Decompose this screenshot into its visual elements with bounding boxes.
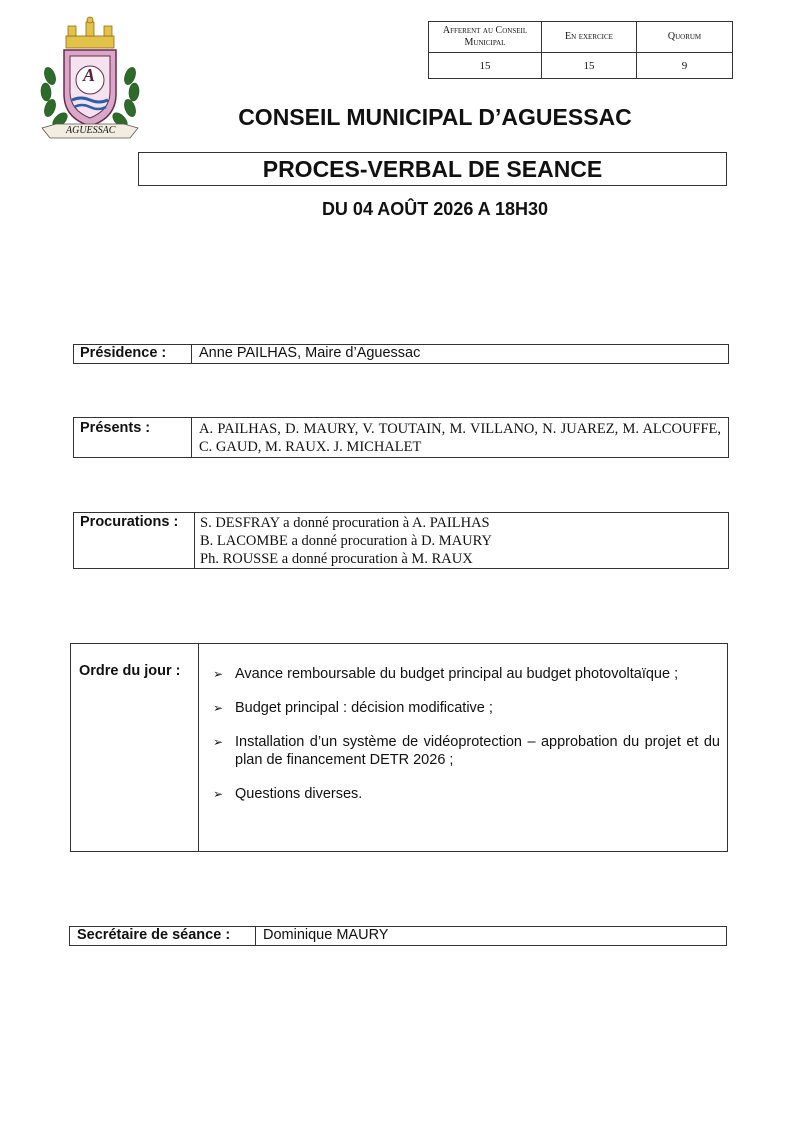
agenda-item-text: Installation d’un système de vidéoprotection – approbation du projet et du plan de financement DETR 2026 ; [235,734,720,768]
pv-title: PROCES-VERBAL DE SEANCE [262,156,603,182]
crest-initial: A [83,65,96,85]
list-item [213,665,720,683]
ordre-du-jour-divider [198,643,199,852]
secretaire-divider [255,926,256,946]
presidence-label: Présidence : [80,345,167,361]
arrow-bullet-icon: ➢ [213,735,224,749]
crest-banner-text: AGUESSAC [66,125,116,136]
presents-label: Présents : [80,420,151,436]
value-afferent: 15 [429,53,542,79]
list-item [213,699,720,717]
ordre-du-jour-label: Ordre du jour : [79,663,181,679]
procurations-divider [194,512,195,569]
value-quorum: 9 [637,53,733,79]
arrow-bullet-icon: ➢ [213,787,224,801]
list-item: Ph. ROUSSE a donné procuration à M. RAUX [200,551,473,567]
agenda-item-text: Questions diverses. [235,786,363,802]
secretaire-label: Secrétaire de séance : [77,927,231,943]
presidence-divider [191,344,192,364]
coat-of-arms-logo [36,14,144,146]
presidence-value: Anne PAILHAS, Maire d’Aguessac [199,345,421,361]
list-item: S. DESFRAY a donné procuration à A. PAILHAS [200,515,490,531]
value-en-exercice: 15 [542,53,637,79]
header-en-exercice: En exercice [542,22,637,53]
presents-divider [191,417,192,458]
list-item: B. LACOMBE a donné procuration à D. MAURY [200,533,492,549]
council-title: CONSEIL MUNICIPAL D’AGUESSAC [238,104,632,130]
header-quorum: Quorum [637,22,733,53]
presents-value: A. PAILHAS, D. MAURY, V. TOUTAIN, M. VILLANO, N. JUAREZ, M. ALCOUFFE, C. GAUD, M. RAUX. J. MICHALET [199,421,721,455]
header-afferent: Afferent au Conseil Municipal [429,22,542,53]
session-date: DU 04 AOÛT 2026 A 18H30 [321,199,549,219]
pv-title-box [138,152,727,186]
arrow-bullet-icon: ➢ [213,701,224,715]
agenda-item-text: Avance remboursable du budget principal au budget photovoltaïque ; [235,666,679,682]
secretaire-value: Dominique MAURY [263,927,389,943]
procurations-list [200,514,492,568]
list-item [213,785,720,803]
list-item [213,733,720,769]
agenda-item-text: Budget principal : décision modificative ; [235,700,493,716]
ordre-du-jour-list [213,665,720,803]
quorum-table [428,21,733,79]
arrow-bullet-icon: ➢ [213,667,224,681]
procurations-label: Procurations : [80,514,179,530]
